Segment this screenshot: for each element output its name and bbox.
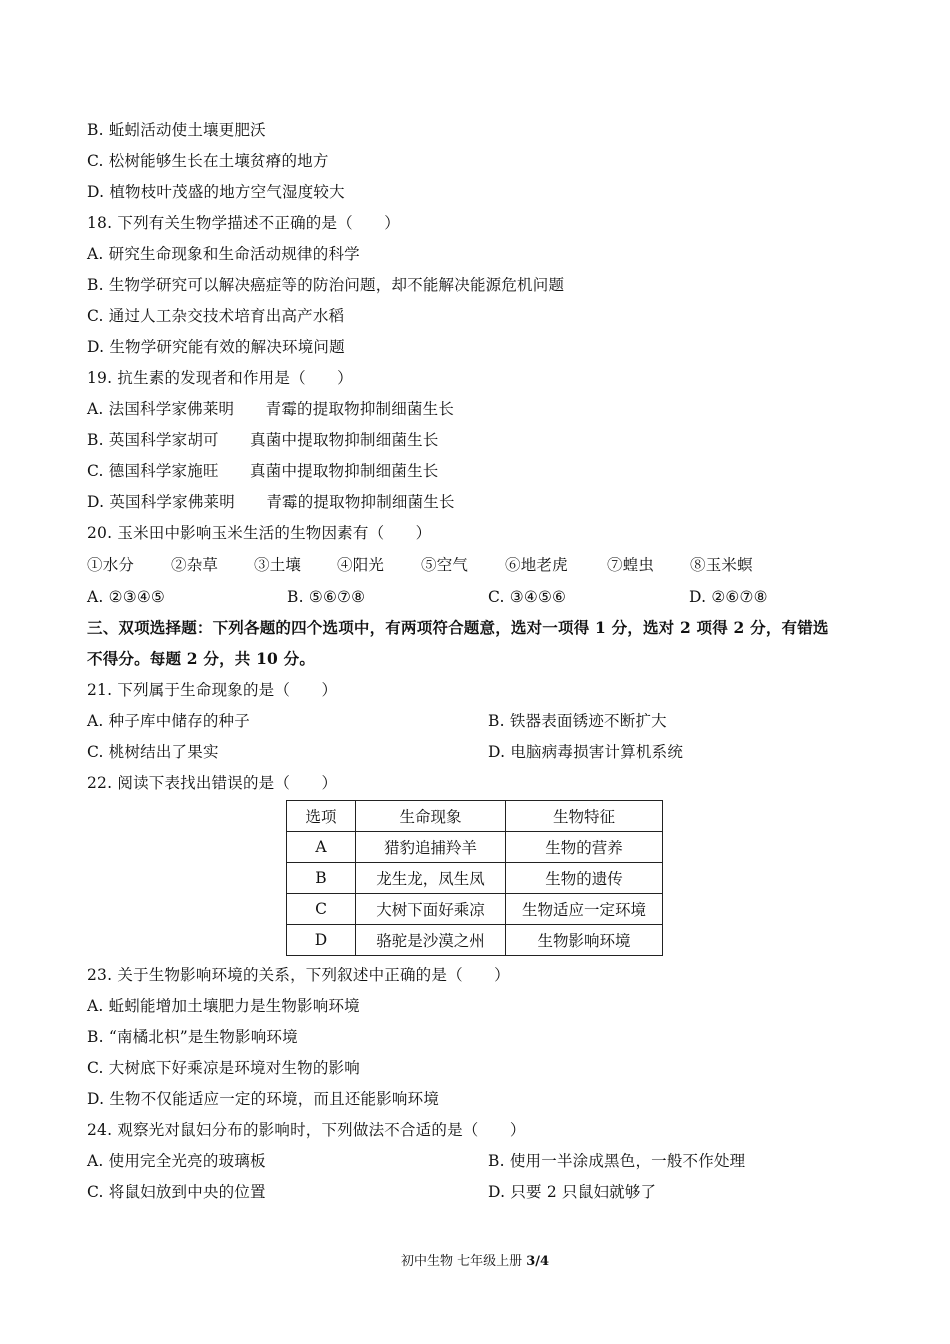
q19-option-c: C. 德国科学家施旺 真菌中提取物抑制细菌生长 [87,462,439,480]
q20-item: ②杂草 [171,556,219,574]
table-cell: 生物的营养 [506,832,663,863]
table-header-cell: 生命现象 [356,801,506,832]
q23-option-c: C. 大树底下好乘凉是环境对生物的影响 [87,1059,360,1077]
q21-option-a: A. 种子库中储存的种子 [87,712,250,730]
q19-option-d: D. 英国科学家佛莱明 青霉的提取物抑制细菌生长 [87,493,455,511]
q20-item: ⑦蝗虫 [607,556,655,574]
q24-option-b: B. 使用一半涂成黑色，一般不作处理 [488,1152,746,1170]
table-row [287,894,663,925]
q20-stem: 20. 玉米田中影响玉米生活的生物因素有（ ） [87,524,432,542]
section-3-heading-cont: 不得分。每题 2 分，共 10 分。 [87,649,316,668]
q20-choice-b: B. ⑤⑥⑦⑧ [287,588,366,606]
q18-option-a: A. 研究生命现象和生命活动规律的科学 [87,245,360,263]
table-cell: 骆驼是沙漠之州 [356,925,506,956]
q24-option-c: C. 将鼠妇放到中央的位置 [87,1183,266,1201]
q18-option-d: D. 生物学研究能有效的解决环境问题 [87,338,345,356]
table-cell: 生物适应一定环境 [506,894,663,925]
page-footer [0,1250,950,1269]
q24-option-a: A. 使用完全光亮的玻璃板 [87,1152,266,1170]
table-row [287,832,663,863]
q20-item: ③土壤 [254,556,302,574]
q23-stem: 23. 关于生物影响环境的关系，下列叙述中正确的是（ ） [87,966,510,984]
table-header-cell: 选项 [287,801,356,832]
q23-option-d: D. 生物不仅能适应一定的环境，而且还能影响环境 [87,1090,440,1108]
q20-item: ⑧玉米螟 [690,556,753,574]
q18-stem: 18. 下列有关生物学描述不正确的是（ ） [87,214,400,232]
footer-label: 初中生物 七年级上册 [400,1254,527,1269]
section-3-heading: 三、双项选择题：下列各题的四个选项中，有两项符合题意，选对一项得 1 分，选对 2 项得 2 分，有错选 [87,618,829,637]
q22-stem: 22. 阅读下表找出错误的是（ ） [87,774,338,792]
q23-option-b: B. “南橘北枳”是生物影响环境 [87,1028,298,1046]
table-cell: 龙生龙，凤生凤 [356,863,506,894]
q21-option-c: C. 桃树结出了果实 [87,743,219,761]
q20-item: ④阳光 [337,556,385,574]
q21-stem: 21. 下列属于生命现象的是（ ） [87,681,338,699]
q21-option-b: B. 铁器表面锈迹不断扩大 [488,712,667,730]
q17-option-d: D. 植物枝叶茂盛的地方空气湿度较大 [87,183,345,201]
q20-choice-c: C. ③④⑤⑥ [488,588,567,606]
q24-stem: 24. 观察光对鼠妇分布的影响时，下列做法不合适的是（ ） [87,1121,526,1139]
table-cell: 大树下面好乘凉 [356,894,506,925]
q20-item: ⑥地老虎 [505,556,568,574]
q20-choice-a: A. ②③④⑤ [87,588,166,606]
table-row [287,925,663,956]
table-cell: 生物影响环境 [506,925,663,956]
q22-table [286,800,663,956]
table-cell: D [287,925,356,956]
q20-item: ①水分 [87,556,135,574]
table-cell: B [287,863,356,894]
table-cell: 猎豹追捕羚羊 [356,832,506,863]
q20-item: ⑤空气 [421,556,469,574]
q18-option-c: C. 通过人工杂交技术培育出高产水稻 [87,307,345,325]
table-header-row [287,801,663,832]
q21-option-d: D. 电脑病毒损害计算机系统 [488,743,684,761]
q19-option-b: B. 英国科学家胡可 真菌中提取物抑制细菌生长 [87,431,439,449]
q20-choice-d: D. ②⑥⑦⑧ [689,588,768,606]
q17-option-c: C. 松树能够生长在土壤贫瘠的地方 [87,152,329,170]
table-cell: C [287,894,356,925]
table-cell: A [287,832,356,863]
table-cell: 生物的遗传 [506,863,663,894]
q24-option-d: D. 只要 2 只鼠妇就够了 [488,1183,657,1201]
q18-option-b: B. 生物学研究可以解决癌症等的防治问题，却不能解决能源危机问题 [87,276,565,294]
q17-option-b: B. 蚯蚓活动使土壤更肥沃 [87,121,266,139]
q19-stem: 19. 抗生素的发现者和作用是（ ） [87,369,353,387]
table-row [287,863,663,894]
q19-option-a: A. 法国科学家佛莱明 青霉的提取物抑制细菌生长 [87,400,455,418]
q23-option-a: A. 蚯蚓能增加土壤肥力是生物影响环境 [87,997,360,1015]
page-number: 3/4 [526,1254,550,1269]
table-header-cell: 生物特征 [506,801,663,832]
